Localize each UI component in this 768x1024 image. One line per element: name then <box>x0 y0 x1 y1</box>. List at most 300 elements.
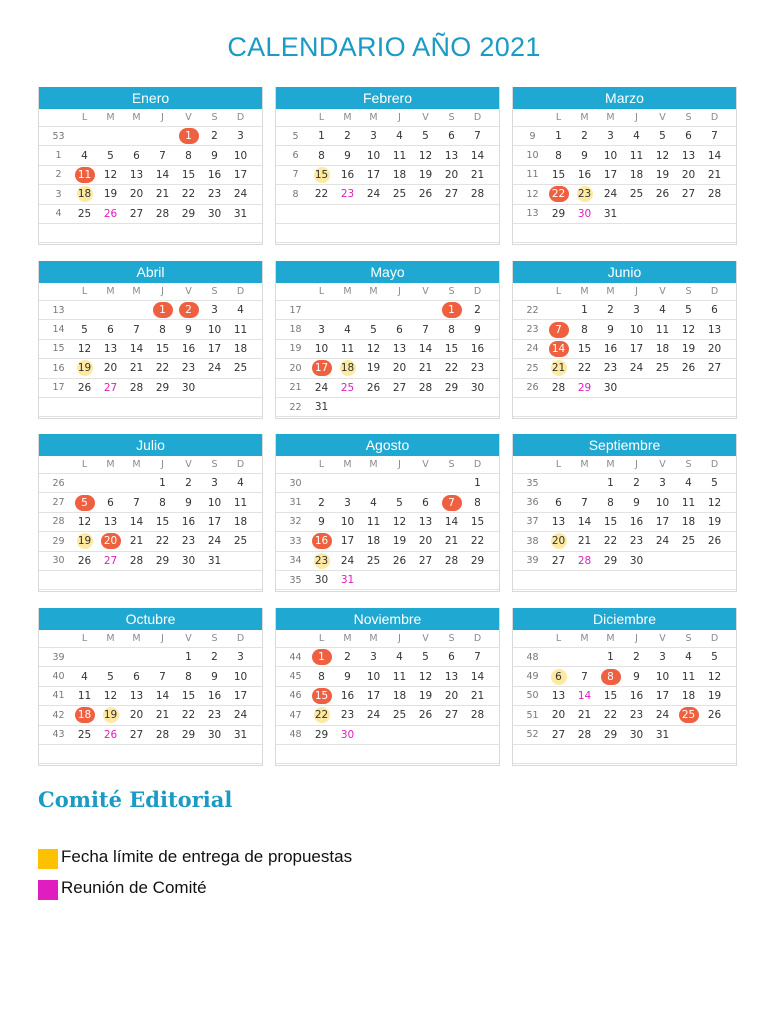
day-cell <box>72 552 97 570</box>
weekday-header <box>276 109 499 127</box>
day-cell <box>572 205 597 223</box>
day-cell <box>702 532 727 550</box>
weekday-label: V <box>185 112 192 123</box>
weekday-label: M <box>606 633 615 644</box>
week-row <box>513 532 736 551</box>
weekday-label: J <box>161 459 164 470</box>
weekday-label: L <box>555 633 562 644</box>
day-number: 4 <box>659 304 666 317</box>
day-cell <box>361 706 386 724</box>
week-row <box>39 301 262 320</box>
day-number: 15 <box>603 515 618 528</box>
week-row <box>39 745 262 764</box>
day-cell <box>335 687 360 705</box>
day-number: 8 <box>607 496 614 509</box>
week-row <box>276 301 499 320</box>
week-row <box>276 648 499 667</box>
day-number: 9 <box>633 496 640 509</box>
day-number: 15 <box>155 342 170 355</box>
month-noviembre <box>275 608 500 766</box>
week-number: 30 <box>52 555 65 567</box>
day-cell <box>439 146 464 164</box>
day-cell <box>650 320 675 338</box>
day-number: 2 <box>211 651 218 664</box>
day-number: 27 <box>551 554 566 567</box>
day-cell <box>387 532 412 550</box>
day-number: 9 <box>185 323 192 336</box>
weekday-label: S <box>448 112 455 123</box>
day-number: 15 <box>312 688 332 704</box>
day-cell <box>72 359 97 377</box>
week-row <box>39 359 262 378</box>
day-cell <box>465 320 490 338</box>
day-cell <box>650 359 675 377</box>
day-cell <box>72 185 97 203</box>
day-number: 23 <box>207 188 222 201</box>
weekday-label: J <box>398 286 401 297</box>
day-cell <box>624 166 649 184</box>
day-number: 22 <box>155 362 170 375</box>
day-number: 23 <box>603 362 618 375</box>
day-number: 10 <box>233 670 248 683</box>
day-cell <box>309 667 334 685</box>
day-cell <box>676 667 701 685</box>
day-number: 24 <box>629 362 644 375</box>
day-number: 25 <box>340 381 355 394</box>
day-number: 4 <box>81 670 88 683</box>
day-cell <box>387 127 412 145</box>
day-number: 27 <box>418 554 433 567</box>
day-number: 1 <box>185 651 192 664</box>
day-number: 11 <box>233 323 248 336</box>
day-number: 14 <box>444 515 459 528</box>
day-cell <box>413 166 438 184</box>
day-number: 16 <box>470 342 485 355</box>
weekday-label: L <box>81 633 88 644</box>
day-number: 2 <box>633 477 640 490</box>
day-number: 19 <box>418 168 433 181</box>
weekday-label: S <box>448 633 455 644</box>
day-cell <box>465 532 490 550</box>
day-number: 11 <box>629 149 644 162</box>
day-cell <box>176 301 201 319</box>
weekday-label: M <box>132 459 141 470</box>
day-number: 22 <box>549 186 569 202</box>
week-row <box>513 185 736 204</box>
day-number: 17 <box>655 689 670 702</box>
weekday-label: D <box>710 459 719 470</box>
day-cell <box>413 532 438 550</box>
day-cell <box>150 726 175 744</box>
day-number: 23 <box>340 188 355 201</box>
day-number: 23 <box>577 188 592 201</box>
week-number: 33 <box>289 535 302 547</box>
weekday-label: M <box>369 633 378 644</box>
day-number: 7 <box>442 495 462 511</box>
day-cell <box>309 493 334 511</box>
week-number: 26 <box>52 477 65 489</box>
weekday-label: M <box>132 112 141 123</box>
day-cell <box>598 301 623 319</box>
day-cell <box>335 166 360 184</box>
day-cell <box>124 552 149 570</box>
week-number: 22 <box>289 401 302 413</box>
day-cell <box>98 493 123 511</box>
day-cell <box>72 493 97 511</box>
day-number: 22 <box>577 362 592 375</box>
weekday-label: D <box>473 286 482 297</box>
day-number: 7 <box>159 149 166 162</box>
day-number: 22 <box>155 535 170 548</box>
week-row <box>276 706 499 725</box>
day-number: 21 <box>444 535 459 548</box>
weekday-label: J <box>635 459 638 470</box>
month-marzo <box>512 87 737 245</box>
day-number: 12 <box>77 342 92 355</box>
day-cell <box>98 726 123 744</box>
month-title: Septiembre <box>513 434 736 456</box>
day-number: 5 <box>81 323 88 336</box>
week-row <box>276 493 499 512</box>
day-cell <box>124 146 149 164</box>
day-number: 29 <box>155 381 170 394</box>
day-number: 6 <box>396 323 403 336</box>
weekday-label: L <box>555 459 562 470</box>
day-number: 2 <box>179 302 199 318</box>
month-title: Agosto <box>276 434 499 456</box>
day-number: 9 <box>318 515 325 528</box>
weekday-label: D <box>710 286 719 297</box>
day-cell <box>465 379 490 397</box>
day-cell <box>702 493 727 511</box>
legend-swatch-meeting <box>38 880 58 900</box>
day-cell <box>202 687 227 705</box>
day-number: 22 <box>444 362 459 375</box>
day-cell <box>624 513 649 531</box>
day-number: 5 <box>659 130 666 143</box>
day-cell <box>361 532 386 550</box>
week-row <box>513 146 736 165</box>
month-title: Marzo <box>513 87 736 109</box>
day-number: 4 <box>81 149 88 162</box>
week-number: 31 <box>289 497 302 509</box>
week-row <box>513 301 736 320</box>
day-number: 7 <box>549 322 569 338</box>
week-row <box>39 379 262 398</box>
day-cell <box>650 513 675 531</box>
week-number: 2 <box>55 169 62 181</box>
day-number: 17 <box>312 360 332 376</box>
day-number: 3 <box>211 477 218 490</box>
day-cell <box>465 552 490 570</box>
day-cell <box>598 513 623 531</box>
day-number: 10 <box>629 323 644 336</box>
day-number: 2 <box>211 130 218 143</box>
day-cell <box>572 552 597 570</box>
day-cell <box>572 532 597 550</box>
day-cell <box>413 493 438 511</box>
day-number: 3 <box>318 323 325 336</box>
day-number: 21 <box>129 535 144 548</box>
month-abril <box>38 261 263 419</box>
day-number: 27 <box>444 188 459 201</box>
month-title: Abril <box>39 261 262 283</box>
month-mayo <box>275 261 500 419</box>
day-number: 20 <box>129 188 144 201</box>
day-cell <box>624 687 649 705</box>
weekday-label: M <box>132 633 141 644</box>
day-cell <box>546 379 571 397</box>
day-number: 3 <box>344 496 351 509</box>
day-number: 30 <box>207 728 222 741</box>
day-number: 12 <box>103 168 118 181</box>
day-cell <box>387 706 412 724</box>
day-number: 19 <box>707 689 722 702</box>
day-number: 4 <box>370 496 377 509</box>
day-cell <box>124 320 149 338</box>
day-cell <box>335 320 360 338</box>
day-cell <box>598 667 623 685</box>
week-number: 19 <box>289 343 302 355</box>
day-cell <box>676 513 701 531</box>
day-number: 31 <box>314 401 329 414</box>
day-number: 9 <box>344 670 351 683</box>
day-number: 28 <box>707 188 722 201</box>
day-cell <box>150 301 175 319</box>
day-cell <box>465 667 490 685</box>
day-number: 28 <box>470 188 485 201</box>
day-number: 7 <box>133 496 140 509</box>
day-number: 8 <box>159 323 166 336</box>
day-number: 5 <box>711 477 718 490</box>
day-number: 5 <box>107 149 114 162</box>
weekday-header <box>513 109 736 127</box>
day-number: 21 <box>577 535 592 548</box>
day-cell <box>202 493 227 511</box>
day-cell <box>439 185 464 203</box>
day-number: 20 <box>444 168 459 181</box>
day-number: 19 <box>366 362 381 375</box>
day-number: 9 <box>185 496 192 509</box>
day-number: 13 <box>129 168 144 181</box>
day-cell <box>387 513 412 531</box>
weekday-header <box>513 630 736 648</box>
day-cell <box>335 493 360 511</box>
day-cell <box>176 648 201 666</box>
day-cell <box>465 513 490 531</box>
day-number: 12 <box>707 496 722 509</box>
day-number: 17 <box>207 515 222 528</box>
day-number: 25 <box>77 207 92 220</box>
day-cell <box>676 474 701 492</box>
day-cell <box>202 359 227 377</box>
day-number: 6 <box>555 496 562 509</box>
week-number: 38 <box>526 535 539 547</box>
day-number: 26 <box>418 188 433 201</box>
weekday-label: S <box>685 112 692 123</box>
day-number: 12 <box>681 323 696 336</box>
day-cell <box>98 532 123 550</box>
day-number: 18 <box>392 689 407 702</box>
weekday-label: L <box>81 459 88 470</box>
week-row <box>276 552 499 571</box>
day-cell <box>546 687 571 705</box>
weekday-label: L <box>555 286 562 297</box>
week-number: 44 <box>289 651 302 663</box>
day-cell <box>598 359 623 377</box>
day-number: 26 <box>77 381 92 394</box>
week-row <box>276 474 499 493</box>
day-cell <box>702 687 727 705</box>
day-number: 11 <box>75 167 95 183</box>
weekday-label: V <box>422 633 429 644</box>
month-junio <box>512 261 737 419</box>
day-number: 26 <box>681 362 696 375</box>
day-cell <box>228 185 253 203</box>
day-number: 1 <box>555 130 562 143</box>
day-number: 29 <box>603 728 618 741</box>
weekday-label: M <box>580 633 589 644</box>
day-number: 15 <box>577 342 592 355</box>
weekday-label: D <box>236 633 245 644</box>
weekday-label: S <box>448 286 455 297</box>
week-number: 36 <box>526 497 539 509</box>
month-title: Diciembre <box>513 608 736 630</box>
day-number: 13 <box>707 323 722 336</box>
day-cell <box>546 667 571 685</box>
day-number: 28 <box>444 554 459 567</box>
day-cell <box>228 687 253 705</box>
day-cell <box>361 687 386 705</box>
week-row <box>513 359 736 378</box>
day-cell <box>202 185 227 203</box>
day-cell <box>228 359 253 377</box>
day-cell <box>413 667 438 685</box>
day-cell <box>439 359 464 377</box>
day-number: 25 <box>679 707 699 723</box>
day-number: 30 <box>603 381 618 394</box>
day-cell <box>150 340 175 358</box>
day-cell <box>124 205 149 223</box>
day-number: 3 <box>370 130 377 143</box>
week-number: 18 <box>289 324 302 336</box>
week-row <box>513 493 736 512</box>
day-cell <box>309 359 334 377</box>
day-cell <box>176 687 201 705</box>
week-row <box>276 687 499 706</box>
day-number: 7 <box>581 670 588 683</box>
day-cell <box>309 379 334 397</box>
day-cell <box>546 146 571 164</box>
day-number: 23 <box>629 709 644 722</box>
day-number: 9 <box>633 670 640 683</box>
day-number: 10 <box>655 670 670 683</box>
week-number: 16 <box>52 362 65 374</box>
week-row <box>39 127 262 146</box>
day-number: 12 <box>366 342 381 355</box>
day-number: 31 <box>233 728 248 741</box>
day-number: 6 <box>711 304 718 317</box>
day-cell <box>309 185 334 203</box>
day-cell <box>228 706 253 724</box>
day-cell <box>702 301 727 319</box>
day-cell <box>413 706 438 724</box>
day-number: 14 <box>129 342 144 355</box>
day-cell <box>546 340 571 358</box>
weekday-label: L <box>318 112 325 123</box>
day-number: 19 <box>392 535 407 548</box>
week-row <box>513 379 736 398</box>
weekday-label: M <box>369 112 378 123</box>
day-cell <box>335 571 360 589</box>
weekday-label: M <box>106 286 115 297</box>
day-number: 8 <box>555 149 562 162</box>
day-cell <box>702 185 727 203</box>
day-number: 9 <box>607 323 614 336</box>
week-number: 14 <box>52 324 65 336</box>
week-row <box>513 745 736 764</box>
day-cell <box>650 146 675 164</box>
day-cell <box>598 706 623 724</box>
day-cell <box>98 667 123 685</box>
day-cell <box>309 398 334 416</box>
day-number: 28 <box>129 554 144 567</box>
day-cell <box>650 648 675 666</box>
day-number: 13 <box>418 515 433 528</box>
legend-swatch-deadline <box>38 849 58 869</box>
day-cell <box>465 146 490 164</box>
day-cell <box>335 379 360 397</box>
weekday-label: J <box>635 286 638 297</box>
week-row <box>513 687 736 706</box>
day-number: 11 <box>340 342 355 355</box>
day-cell <box>650 127 675 145</box>
day-number: 14 <box>470 149 485 162</box>
week-number: 52 <box>526 729 539 741</box>
day-cell <box>361 359 386 377</box>
day-number: 18 <box>233 342 248 355</box>
day-number: 7 <box>474 130 481 143</box>
day-number: 24 <box>340 554 355 567</box>
day-number: 30 <box>181 381 196 394</box>
day-number: 3 <box>607 130 614 143</box>
week-number: 9 <box>529 130 536 142</box>
day-number: 4 <box>396 651 403 664</box>
day-number: 30 <box>340 728 355 741</box>
day-number: 27 <box>129 207 144 220</box>
day-cell <box>702 648 727 666</box>
week-row <box>276 205 499 224</box>
week-row <box>513 513 736 532</box>
day-cell <box>335 552 360 570</box>
month-octubre <box>38 608 263 766</box>
day-number: 21 <box>129 362 144 375</box>
day-number: 22 <box>314 188 329 201</box>
day-cell <box>702 513 727 531</box>
day-number: 9 <box>474 323 481 336</box>
day-number: 5 <box>685 304 692 317</box>
day-cell <box>202 205 227 223</box>
day-number: 25 <box>392 188 407 201</box>
day-number: 26 <box>418 709 433 722</box>
day-number: 22 <box>603 535 618 548</box>
day-number: 13 <box>681 149 696 162</box>
day-number: 17 <box>340 535 355 548</box>
day-cell <box>650 301 675 319</box>
day-cell <box>439 340 464 358</box>
day-cell <box>413 359 438 377</box>
day-number: 6 <box>422 496 429 509</box>
